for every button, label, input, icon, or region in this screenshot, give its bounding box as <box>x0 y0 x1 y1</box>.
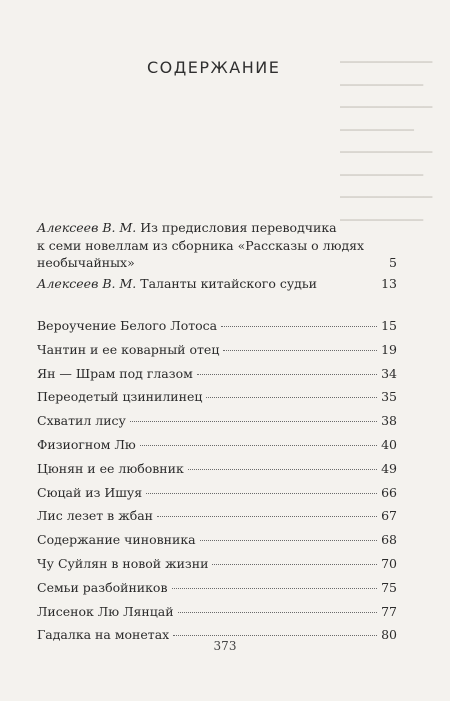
dot-leader <box>200 540 378 541</box>
toc-entry-page: 77 <box>381 603 397 619</box>
intro-entry <box>37 275 397 293</box>
toc-entry <box>37 342 397 366</box>
dot-leader <box>172 588 378 589</box>
toc-entry-title: Семьи разбойников <box>37 579 168 595</box>
page-title: СОДЕРЖАНИЕ <box>147 58 281 77</box>
dot-leader <box>212 564 377 565</box>
dot-leader <box>188 469 377 470</box>
toc-entry-page: 34 <box>381 365 397 381</box>
intro-text-line: необычайных» <box>37 255 135 270</box>
intro-text-line: к семи новеллам из сборника «Рассказы о людях <box>37 237 365 253</box>
dot-leader <box>206 397 377 398</box>
toc-entry-title: Цюнян и ее любовник <box>37 460 184 476</box>
dot-leader <box>197 374 377 375</box>
toc-entry <box>37 366 397 390</box>
toc-list <box>37 318 397 651</box>
toc-entry-page: 15 <box>381 318 397 333</box>
toc-entry <box>37 413 397 437</box>
toc-entry <box>37 461 397 485</box>
toc-entry-title: Схватил лису <box>37 413 126 429</box>
toc-entry-title: Переодетый цзинилинец <box>37 389 203 405</box>
intro-entry <box>37 219 397 272</box>
toc-entry <box>37 389 397 413</box>
toc-entry-page: 35 <box>381 389 397 405</box>
toc-entry-page: 75 <box>381 579 397 595</box>
toc-entry <box>37 604 397 628</box>
toc-entry-title: Чу Суйлян в новой жизни <box>37 555 209 571</box>
dot-leader <box>146 493 377 494</box>
toc-entry-title: Лисенок Лю Лянцай <box>37 603 174 619</box>
toc-entry-title: Чантин и ее коварный отец <box>37 341 220 357</box>
toc-entry-page: 66 <box>381 484 397 500</box>
toc-entry-page: 67 <box>381 508 397 524</box>
toc-entry <box>37 556 397 580</box>
dot-leader <box>223 350 377 351</box>
toc-entry-title: Ян — Шрам под глазом <box>37 365 193 381</box>
page-number: 373 <box>213 639 237 653</box>
toc-entry-page: 38 <box>381 413 397 429</box>
toc-entry-page: 80 <box>381 627 397 643</box>
dot-leader <box>178 612 378 613</box>
toc-entry <box>37 580 397 604</box>
toc-entry-page: 40 <box>381 436 397 452</box>
toc-entry-title: Сюцай из Ишуя <box>37 484 143 500</box>
dot-leader <box>221 326 377 327</box>
intro-page: 13 <box>381 276 397 291</box>
toc-entry-page: 70 <box>381 555 397 571</box>
toc-entry-page: 49 <box>381 460 397 476</box>
bleed-through-text: ▁▁▁▁▁▁▁▁▁▁ ▁▁▁▁▁▁▁▁▁ ▁▁▁▁▁▁▁▁▁▁ ▁▁▁▁▁▁▁▁ ▁▁▁▁▁▁▁▁▁▁ ▁▁▁▁▁▁▁▁▁ ▁▁▁▁▁▁▁▁▁▁ ▁▁▁▁▁▁▁▁▁ <box>340 49 433 221</box>
dot-leader <box>173 635 377 636</box>
dot-leader <box>140 445 377 446</box>
toc-entry <box>37 508 397 532</box>
intro-author: Алексеев В. М. <box>37 220 137 235</box>
toc-entry-page: 68 <box>381 532 397 548</box>
dot-leader <box>157 516 377 517</box>
intro-page: 5 <box>389 255 397 270</box>
toc-entry-title: Физиогном Лю <box>37 436 136 452</box>
toc-entry <box>37 532 397 556</box>
toc-entry-page: 19 <box>381 341 397 357</box>
toc-entry-title: Содержание чиновника <box>37 532 196 548</box>
intro-text-line: Таланты китайского судьи <box>140 276 318 291</box>
toc-entry <box>37 485 397 509</box>
dot-leader <box>130 421 377 422</box>
toc-entry <box>37 437 397 461</box>
toc-entry <box>37 318 397 342</box>
intro-author: Алексеев В. М. <box>37 276 137 291</box>
toc-entry-title: Лис лезет в жбан <box>37 508 153 524</box>
intro-text-line: Из предисловия переводчика <box>140 220 337 235</box>
toc-entry-title: Гадалка на монетах <box>37 627 170 643</box>
toc-entry-title: Вероучение Белого Лотоса <box>37 318 218 333</box>
